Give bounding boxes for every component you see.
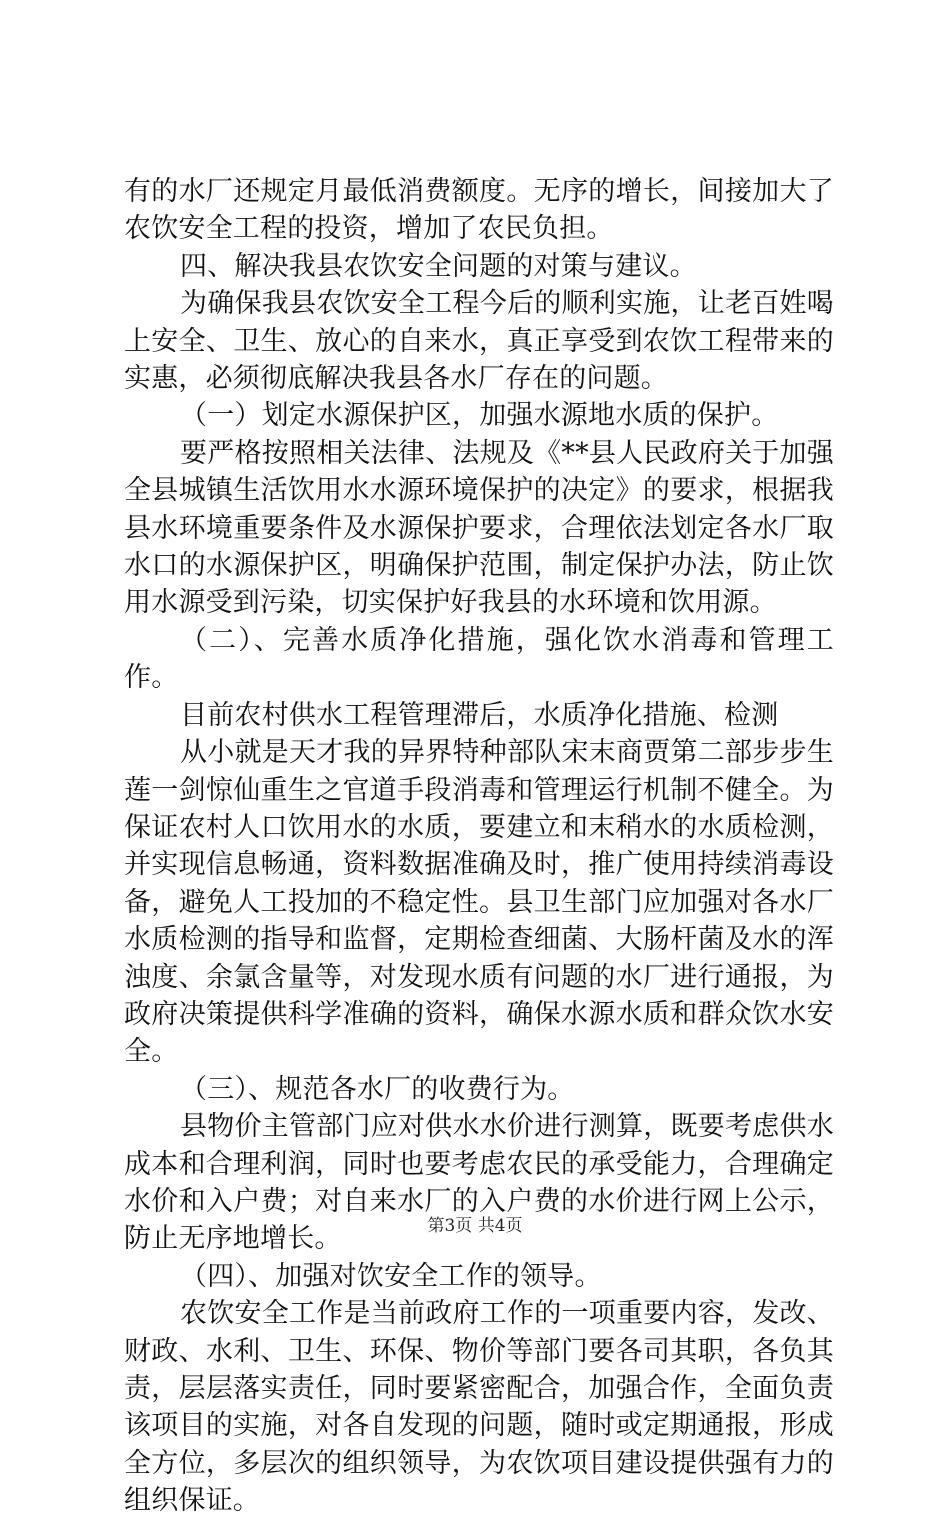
paragraph: 农饮安全工作是当前政府工作的一项重要内容，发改、财政、水利、卫生、环保、物价等部门要各司其职，各负其责，层层落实责任，同时要紧密配合，加强合作，全面负责该项目的实施，对各自发现的问题，随时或定期通报，形成全方位，多层次的组织领导，为农饮项目建设提供强有力的组织保证。: [124, 1298, 834, 1517]
paragraph: 有的水厂还规定月最低消费额度。无序的增长，间接加大了农饮安全工程的投资，增加了农民负担。: [124, 176, 834, 245]
paragraph: 为确保我县农饮安全工程今后的顺利实施，让老百姓喝上安全、卫生、放心的自来水，真正享受到农饮工程带来的实惠，必须彻底解决我县各水厂存在的问题。: [124, 288, 834, 395]
paragraph: 目前农村供水工程管理滞后，水质净化措施、检测: [180, 699, 779, 731]
section-heading: 四、解决我县农饮安全问题的对策与建议。: [180, 250, 697, 282]
paragraph: 要严格按照相关法律、法规及《**县人民政府关于加强全县城镇生活饮用水水源环境保护的决定》的要求，根据我县水环境重要条件及水源保护要求，合理依法划定各水厂取水口的水源保护区，明确保护范围，制定保护办法，防止饮用水源受到污染，切实保护好我县的水环境和饮用源。: [124, 437, 834, 619]
subsection-heading: （四）、加强对饮安全工作的领导。: [180, 1260, 602, 1292]
page-footer: [0, 1215, 950, 1237]
subsection-heading: （三）、规范各水厂的收费行为。: [180, 1073, 575, 1105]
paragraph: 从小就是天才我的异界特种部队宋末商贾第二部步步生莲一剑惊仙重生之官道手段消毒和管理运行机制不健全。为保证农村人口饮用水的水质，要建立和末稍水的水质检测，并实现信息畅通，资料数据准确及时，推广使用持续消毒设备，避免人工投加的不稳定性。县卫生部门应加强对各水厂水质检测的指导和监督，定期检查细菌、大肠杆菌及水的浑浊度、余氯含量等，对发现水质有问题的水厂进行通报，为政府决策提供科学准确的资料，确保水源水质和群众饮水安全。: [124, 737, 834, 1068]
paragraph: 县物价主管部门应对供水水价进行测算，既要考虑供水成本和合理利润，同时也要考虑农民的承受能力，合理确定水价和入户费；对自来水厂的入户费的水价进行网上公示，防止无序地增长。: [124, 1111, 834, 1255]
subsection-heading: （一）划定水源保护区，加强水源地水质的保护。: [180, 400, 779, 432]
page-number-label: 第3页 共4页: [427, 1216, 523, 1236]
subsection-heading: （二）、完善水质净化措施，强化饮水消毒和管理工作。: [124, 624, 834, 694]
document-body: [124, 173, 834, 1520]
